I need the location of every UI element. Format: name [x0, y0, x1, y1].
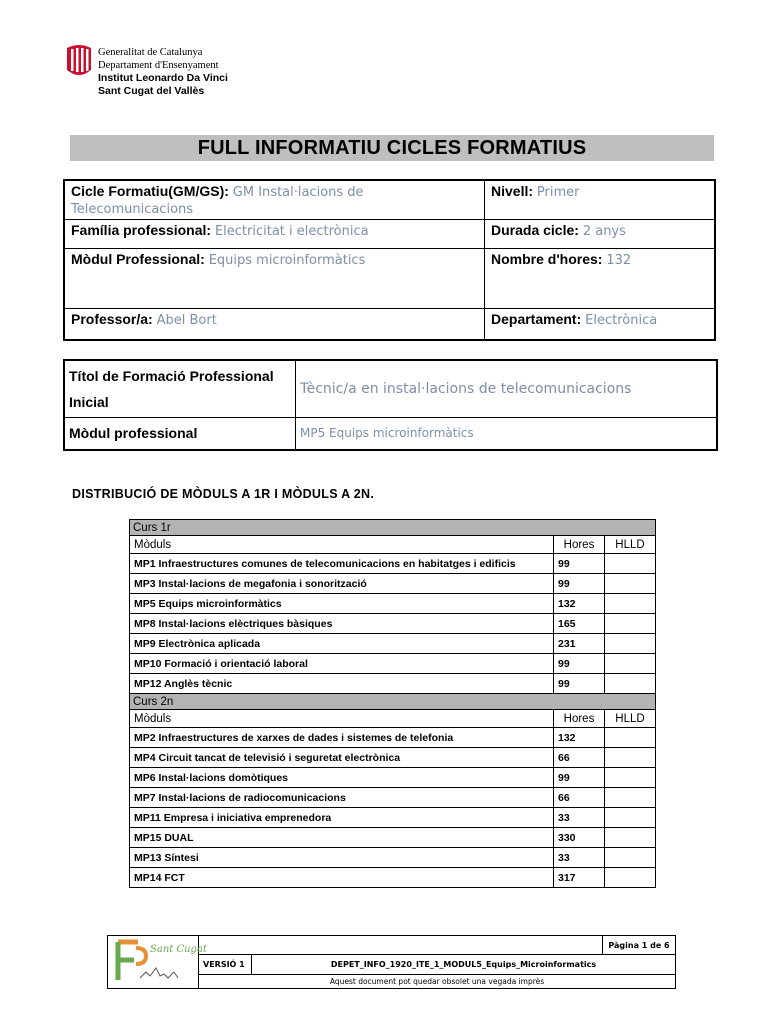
curs-header: [130, 520, 656, 536]
footer-note: Aquest document pot quedar obsolet una vegada imprès: [199, 974, 676, 988]
module-hlld: [605, 594, 656, 614]
familia-label: Família professional:: [71, 222, 212, 238]
cicle-cell: [64, 180, 485, 220]
module-hlld: [605, 654, 656, 674]
modul-value: Equips microinformàtics: [208, 253, 366, 268]
module-name: MP12 Anglès tècnic: [130, 674, 554, 694]
generalitat-logo-icon: [64, 44, 94, 78]
professor-cell: [64, 309, 485, 340]
col-hlld: HLLD: [605, 536, 656, 554]
page-number: Pàgina 1 de 6: [603, 936, 676, 955]
module-hours: 132: [554, 728, 605, 748]
module-hours: 165: [554, 614, 605, 634]
module-name: MP10 Formació i orientació laboral: [130, 654, 554, 674]
table-row: [130, 594, 656, 614]
module-hours: 317: [554, 868, 605, 888]
module-hlld: [605, 748, 656, 768]
hores-label: Nombre d'hores:: [491, 251, 603, 267]
footer-logo-text: Sant Cugat: [150, 944, 207, 955]
module-hlld: [605, 554, 656, 574]
school-city: Sant Cugat del Vallès: [98, 85, 205, 97]
titol-label: Títol de Formació Professional Inicial: [64, 360, 296, 418]
section-title: DISTRIBUCIÓ DE MÒDULS A 1R I MÒDULS A 2N.: [72, 487, 375, 501]
page-title: FULL INFORMATIU CICLES FORMATIUS: [70, 135, 714, 161]
modules-table: [129, 519, 656, 888]
durada-value: 2 anys: [582, 224, 626, 239]
title-module-table: [63, 359, 718, 451]
module-hlld: [605, 614, 656, 634]
module-hlld: [605, 848, 656, 868]
module-hours: 330: [554, 828, 605, 848]
col-moduls: Mòduls: [130, 536, 554, 554]
professor-label: Professor/a:: [71, 311, 153, 327]
modul-cell: [64, 249, 485, 309]
departament-cell: [485, 309, 716, 340]
modul-prof-label: Mòdul professional: [64, 418, 296, 450]
module-name: MP5 Equips microinformàtics: [130, 594, 554, 614]
professor-value: Abel Bort: [156, 313, 217, 328]
table-row: [130, 808, 656, 828]
cicle-value: GM Instal·lacions de Telecomunicacions: [71, 185, 364, 217]
table-row: [130, 574, 656, 594]
nivell-label: Nivell:: [491, 183, 534, 199]
hores-cell: [485, 249, 716, 309]
curs-label: Curs 1r: [130, 520, 656, 536]
col-hores: Hores: [554, 536, 605, 554]
col-hores: Hores: [554, 710, 605, 728]
module-name: MP14 FCT: [130, 868, 554, 888]
module-name: MP13 Síntesi: [130, 848, 554, 868]
cicle-label: Cicle Formatiu(GM/GS):: [71, 183, 229, 199]
modul-prof-value: MP5 Equips microinformàtics: [296, 418, 718, 450]
sant-cugat-logo-icon: [112, 936, 207, 986]
module-hlld: [605, 828, 656, 848]
departament-value: Electrònica: [585, 313, 658, 328]
module-name: MP2 Infraestructures de xarxes de dades i sistemes de telefonia: [130, 728, 554, 748]
table-row: [130, 634, 656, 654]
module-hlld: [605, 674, 656, 694]
table-row: [130, 788, 656, 808]
hores-value: 132: [606, 253, 632, 268]
module-name: MP4 Circuit tancat de televisió i seguretat electrònica: [130, 748, 554, 768]
footer-logo: [108, 936, 207, 989]
module-hours: 99: [554, 654, 605, 674]
version-label: VERSIÓ 1: [199, 955, 252, 974]
module-hours: 99: [554, 768, 605, 788]
durada-label: Durada cicle:: [491, 222, 579, 238]
footer-table: [107, 935, 676, 989]
doc-code: DEPET_INFO_1920_ITE_1_MODUL5_Equips_Microinformatics: [252, 955, 676, 974]
columns-header: [130, 710, 656, 728]
module-name: MP6 Instal·lacions domòtiques: [130, 768, 554, 788]
curs-header: [130, 694, 656, 710]
module-hours: 99: [554, 574, 605, 594]
table-row: [130, 614, 656, 634]
module-hours: 99: [554, 674, 605, 694]
module-hlld: [605, 768, 656, 788]
module-name: MP11 Empresa i iniciativa emprenedora: [130, 808, 554, 828]
table-row: [130, 554, 656, 574]
durada-cell: [485, 220, 716, 249]
module-name: MP1 Infraestructures comunes de telecomunicacions en habitatges i edificis: [130, 554, 554, 574]
columns-header: [130, 536, 656, 554]
modul-label: Mòdul Professional:: [71, 251, 205, 267]
table-row: [130, 868, 656, 888]
module-hours: 66: [554, 748, 605, 768]
org-line2: Departament d'Ensenyament: [98, 60, 219, 71]
col-hlld: HLLD: [605, 710, 656, 728]
module-hours: 99: [554, 554, 605, 574]
titol-value: Tècnic/a en instal·lacions de telecomunicacions: [296, 360, 718, 418]
module-name: MP3 Instal·lacions de megafonia i sonorització: [130, 574, 554, 594]
module-hours: 231: [554, 634, 605, 654]
curs-label: Curs 2n: [130, 694, 656, 710]
module-name: MP8 Instal·lacions elèctriques bàsiques: [130, 614, 554, 634]
module-hours: 33: [554, 808, 605, 828]
table-row: [130, 654, 656, 674]
table-row: [130, 768, 656, 788]
familia-cell: [64, 220, 485, 249]
col-moduls: Mòduls: [130, 710, 554, 728]
nivell-cell: [485, 180, 716, 220]
nivell-value: Primer: [536, 185, 580, 200]
module-hlld: [605, 868, 656, 888]
module-hlld: [605, 728, 656, 748]
module-hlld: [605, 808, 656, 828]
table-row: [130, 674, 656, 694]
table-row: [130, 728, 656, 748]
module-name: MP9 Electrònica aplicada: [130, 634, 554, 654]
module-hlld: [605, 634, 656, 654]
module-hlld: [605, 788, 656, 808]
module-hlld: [605, 574, 656, 594]
table-row: [130, 828, 656, 848]
table-row: [130, 748, 656, 768]
module-name: MP15 DUAL: [130, 828, 554, 848]
school-name: Institut Leonardo Da Vinci: [98, 72, 228, 84]
course-info-table: [63, 179, 716, 341]
table-row: [130, 848, 656, 868]
module-hours: 66: [554, 788, 605, 808]
org-line1: Generalitat de Catalunya: [98, 47, 203, 58]
departament-label: Departament:: [491, 311, 582, 327]
module-hours: 33: [554, 848, 605, 868]
module-name: MP7 Instal·lacions de radiocomunicacions: [130, 788, 554, 808]
org-header: [98, 46, 228, 98]
module-hours: 132: [554, 594, 605, 614]
familia-value: Electricitat i electrònica: [214, 224, 369, 239]
